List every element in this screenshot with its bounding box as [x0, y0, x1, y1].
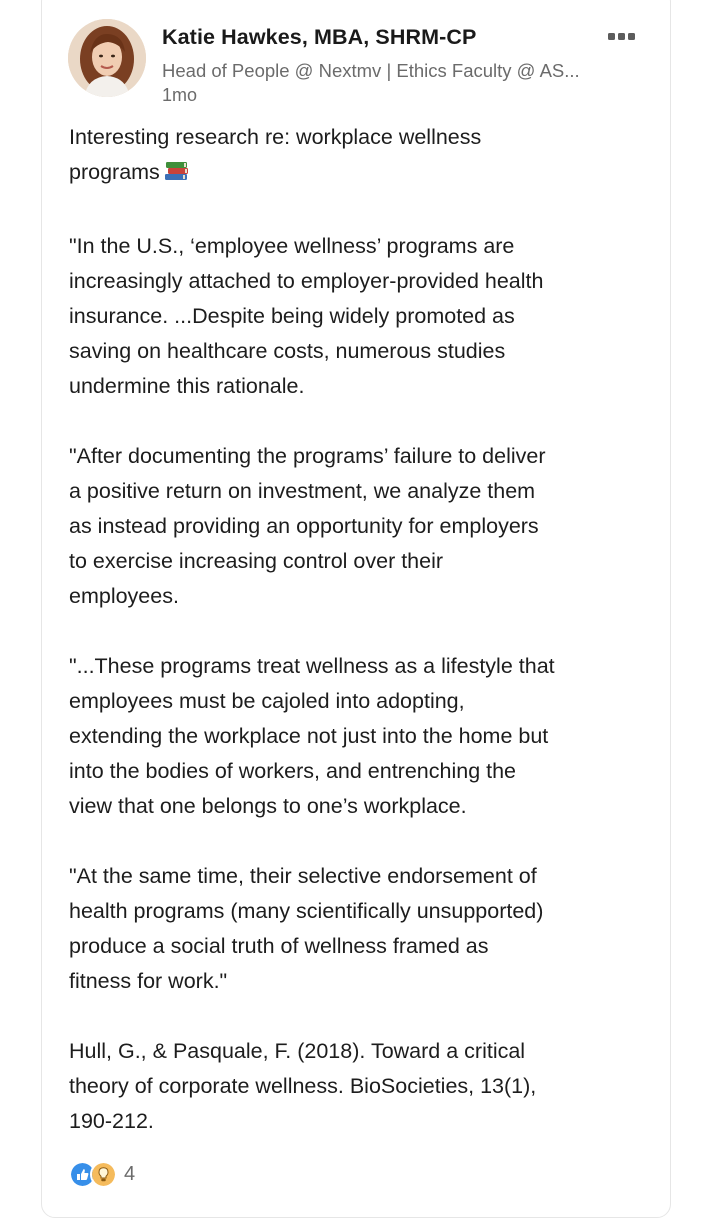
- post-header: [68, 17, 668, 109]
- author-headline: Head of People @ Nextmv | Ethics Faculty @ AS...: [162, 60, 580, 81]
- books-emoji-icon: [164, 159, 190, 194]
- post-paragraph: "At the same time, their selective endorsement of health programs (many scientifically unsupported) produce a social truth of wellness framed as fitness for work.": [69, 864, 544, 993]
- post-paragraph: Interesting research re: workplace wellness programs: [69, 120, 654, 194]
- post-body: [69, 120, 654, 1139]
- author-name[interactable]: Katie Hawkes, MBA, SHRM-CP: [162, 25, 477, 49]
- reaction-count: 4: [124, 1162, 136, 1185]
- more-options-icon[interactable]: [608, 27, 648, 43]
- post-paragraph: "After documenting the programs’ failure to deliver a positive return on investment, we analyze them as instead providing an opportunity for employers to exercise increasing control over their employees.: [69, 444, 546, 608]
- post-paragraph: "...These programs treat wellness as a lifestyle that employees must be cajoled into adopting, extending the workplace not just into the home but into the bodies of workers, and entrenching the view that one belongs to one’s workplace.: [69, 654, 555, 818]
- reactions-bar[interactable]: [69, 1161, 135, 1187]
- avatar[interactable]: [68, 19, 146, 97]
- profile-photo-icon: [68, 19, 146, 97]
- insightful-icon: [90, 1161, 117, 1188]
- post-paragraph: "In the U.S., ‘employee wellness’ programs are increasingly attached to employer-provided health insurance. ...Despite being widely promoted as saving on healthcare costs, numerous studies undermine this rationale.: [69, 234, 544, 398]
- post-citation: Hull, G., & Pasquale, F. (2018). Toward a critical theory of corporate wellness. BioSocieties, 13(1), 190-212.: [69, 1039, 537, 1133]
- post-timestamp: 1mo: [162, 85, 198, 105]
